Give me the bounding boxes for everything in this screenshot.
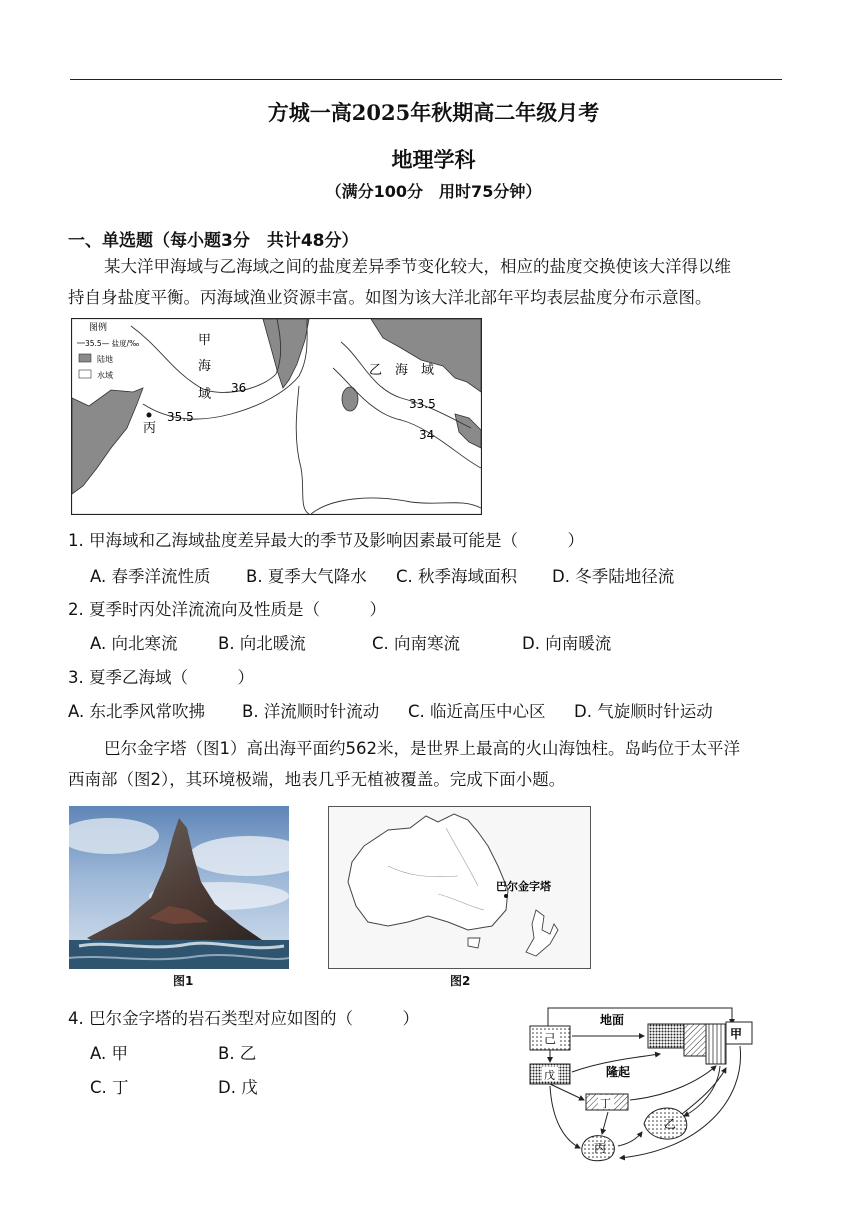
- label-uplift: 隆起: [606, 1065, 631, 1079]
- question-2-option-a[interactable]: A. 向北寒流: [90, 634, 178, 653]
- subject-title: 地理学科: [391, 147, 476, 172]
- exam-title: 方城一高2025年秋期高二年级月考: [267, 100, 600, 125]
- box-jia-label: 甲: [730, 1027, 743, 1041]
- question-3-option-a[interactable]: A. 东北季风常吹拂: [68, 702, 205, 721]
- section-heading: 一、单选题（每小题3分 共计48分）: [68, 231, 359, 251]
- ball-pyramid-label: 巴尔金字塔: [496, 880, 551, 893]
- figure-2-caption: 图2: [450, 974, 471, 988]
- legend-isoline: 35.5— 盐度/‰: [85, 339, 140, 348]
- question-2-stem: 2. 夏季时丙处洋流流向及性质是（ ）: [68, 600, 386, 619]
- point-bing: [147, 413, 152, 418]
- isoline-label-34: 34: [419, 428, 435, 442]
- legend-water-swatch: [79, 370, 91, 378]
- question-1-option-d[interactable]: D. 冬季陆地径流: [552, 567, 675, 586]
- label-bing: 丙: [143, 421, 157, 436]
- passage-1: [68, 251, 788, 313]
- question-4-option-b[interactable]: B. 乙: [218, 1044, 257, 1063]
- score-info: （满分100分 用时75分钟）: [325, 182, 542, 201]
- passage-1-line-2: 持自身盐度平衡。丙海域渔业资源丰富。如图为该大洋北部年平均表层盐度分布示意图。: [68, 288, 712, 307]
- question-1-stem: 1. 甲海域和乙海域盐度差异最大的季节及影响因素最可能是（ ）: [68, 531, 584, 550]
- question-4-option-c[interactable]: C. 丁: [90, 1078, 129, 1097]
- rock-cycle-diagram: [520, 1000, 760, 1170]
- passage-2-line-1: 巴尔金字塔（图1）高出海平面约562米，是世界上最高的火山海蚀柱。岛屿位于太平洋: [104, 739, 740, 758]
- label-jia-2: 海: [198, 359, 212, 374]
- legend-land: 陆地: [97, 355, 113, 364]
- tasmania: [468, 938, 480, 948]
- question-2-option-d[interactable]: D. 向南暖流: [522, 634, 612, 653]
- legend-land-swatch: [79, 354, 91, 362]
- strata-dense: [648, 1024, 684, 1048]
- australia-map: [328, 806, 591, 969]
- blob-bing-label: 丙: [594, 1141, 607, 1155]
- ball-pyramid-photo: [69, 806, 289, 969]
- question-2-option-c[interactable]: C. 向南寒流: [372, 634, 461, 653]
- legend-title: 图例: [89, 323, 108, 333]
- isoline-label-335: 33.5: [409, 397, 436, 411]
- box-ding-label: 丁: [600, 1097, 611, 1110]
- isoline-label-36: 36: [231, 381, 247, 395]
- question-4-stem: 4. 巴尔金字塔的岩石类型对应如图的（ ）: [68, 1009, 419, 1028]
- box-wu-label: 戊: [544, 1069, 555, 1082]
- label-yi: 乙 海 域: [369, 363, 435, 378]
- header-rule: [70, 79, 782, 80]
- question-4-option-a[interactable]: A. 甲: [90, 1044, 128, 1063]
- question-2-option-b[interactable]: B. 向北暖流: [218, 634, 306, 653]
- label-jia-3: 域: [198, 387, 212, 402]
- blob-yi-label: 乙: [664, 1117, 677, 1131]
- label-ground: 地面: [600, 1013, 625, 1027]
- question-3-stem: 3. 夏季乙海域（ ）: [68, 668, 254, 687]
- passage-2: [68, 733, 788, 795]
- salinity-map: [71, 318, 482, 515]
- strata-hatch: [684, 1024, 706, 1056]
- question-1-option-a[interactable]: A. 春季洋流性质: [90, 567, 211, 586]
- question-1-option-b[interactable]: B. 夏季大气降水: [246, 567, 367, 586]
- question-1-option-c[interactable]: C. 秋季海域面积: [396, 567, 518, 586]
- legend-water: 水域: [97, 371, 113, 380]
- question-3-option-c[interactable]: C. 临近高压中心区: [408, 702, 546, 721]
- question-3-option-d[interactable]: D. 气旋顺时针运动: [574, 702, 713, 721]
- ball-pyramid-marker: [504, 894, 508, 898]
- question-4-option-d[interactable]: D. 戊: [218, 1078, 258, 1097]
- strata-vertical: [706, 1024, 726, 1064]
- isoline-label-355: 35.5: [167, 410, 194, 424]
- passage-2-line-2: 西南部（图2），其环境极端，地表几乎无植被覆盖。完成下面小题。: [68, 770, 566, 789]
- box-ji-label: 己: [544, 1032, 557, 1046]
- passage-1-line-1: 某大洋甲海域与乙海域之间的盐度差异季节变化较大，相应的盐度交换使该大洋得以维: [104, 257, 731, 276]
- label-jia-1: 甲: [198, 333, 212, 348]
- figure-1-caption: 图1: [173, 974, 194, 988]
- question-3-option-b[interactable]: B. 洋流顺时针流动: [242, 702, 380, 721]
